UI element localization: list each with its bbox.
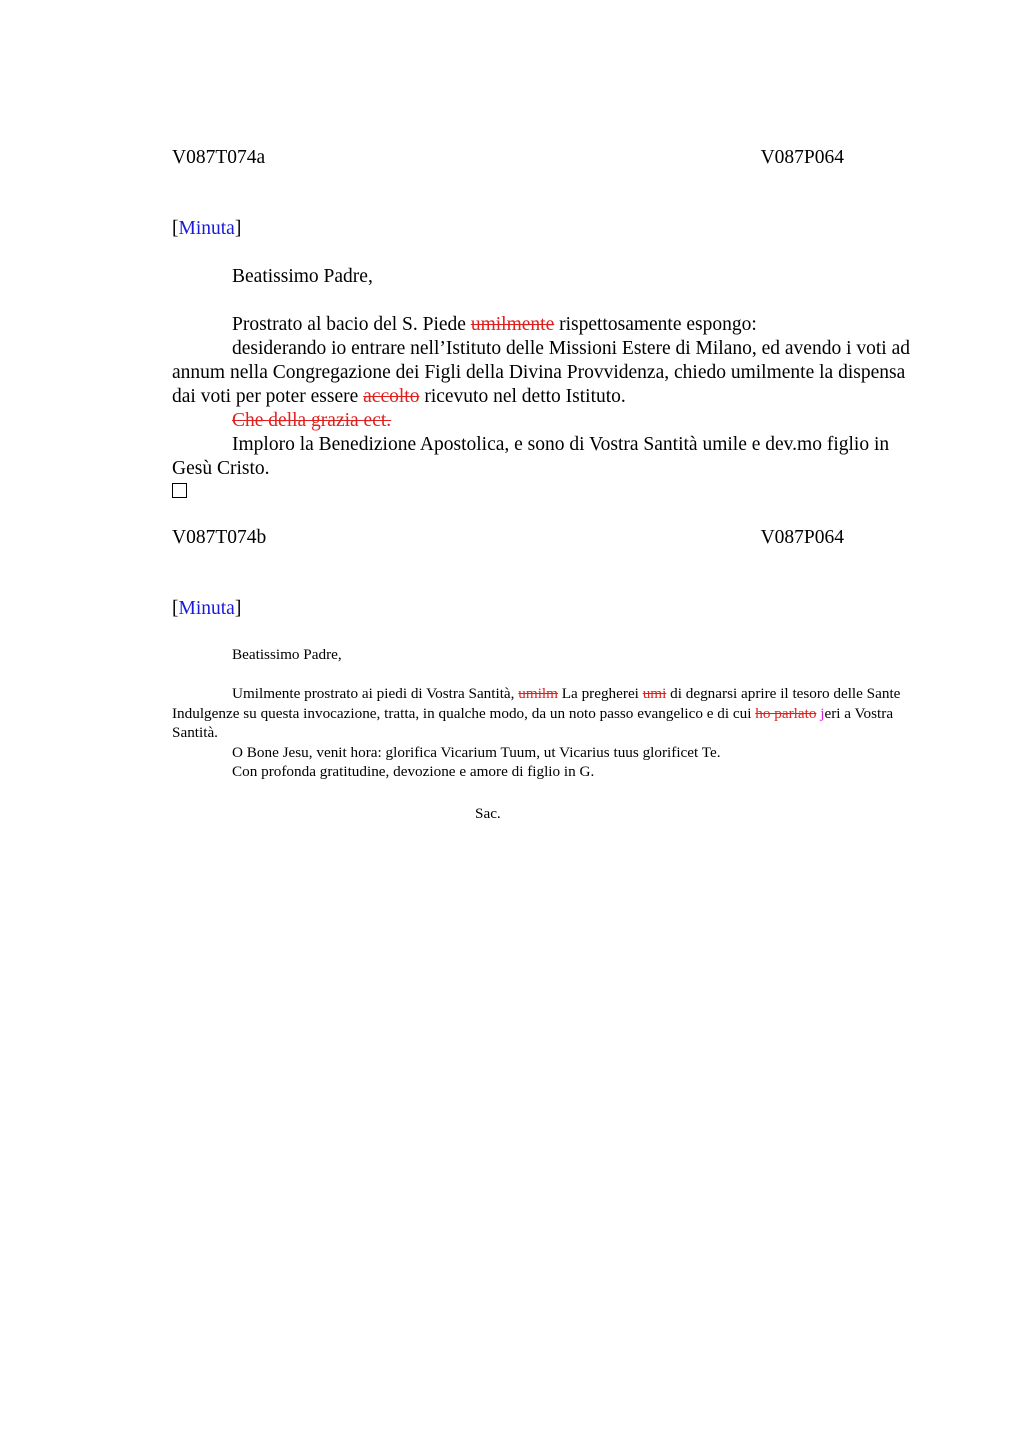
deleted-text: ho parlato xyxy=(755,704,817,722)
doc-b-paragraph-2: O Bone Jesu, venit hora: glorifica Vicarium Tuum, ut Vicarius tuus glorificet Te. xyxy=(232,743,721,761)
doc-a-minuta-label: [Minuta] xyxy=(172,218,242,239)
deleted-text: accolto xyxy=(363,386,420,407)
doc-a-paragraph-4: Imploro la Benedizione Apostolica, e sono di Vostra Santità umile e dev.mo figlio in Gesù Cristo. xyxy=(172,434,890,479)
doc-b-salutation: Beatissimo Padre, xyxy=(232,646,342,663)
deleted-text: umilm xyxy=(518,685,558,702)
doc-a-salutation: Beatissimo Padre, xyxy=(232,266,373,287)
doc-b-signature: Sac. xyxy=(475,805,501,822)
doc-b-minuta-label: [Minuta] xyxy=(172,598,242,619)
inserted-text: j xyxy=(816,704,825,722)
minuta-keyword: Minuta xyxy=(178,218,235,239)
doc-b-id: V087T074b xyxy=(172,527,267,548)
doc-a-paragraph-1: Prostrato al bacio del S. Piede umilmente rispettosamente espongo: xyxy=(232,314,757,335)
deleted-text: Che della grazia ect. xyxy=(232,410,392,431)
doc-b-paragraph-3: Con profonda gratitudine, devozione e amore di figlio in G. xyxy=(232,763,595,780)
doc-b-page-ref: V087P064 xyxy=(760,527,844,548)
doc-b-body xyxy=(172,684,928,782)
deleted-text: umi xyxy=(642,685,667,702)
checkbox-square-icon xyxy=(172,483,187,498)
minuta-keyword: Minuta xyxy=(178,598,235,619)
doc-a-paragraph-2: desiderando io entrare nell’Istituto delle Missioni Estere di Milano, ed avendo i voti ad annum nella Congregazione dei Figli della Divina Provvidenza, chiedo umilmente la dispensa dai voti per poter essere accolto ricevuto nel detto Istituto. xyxy=(172,338,910,407)
doc-a-page-ref: V087P064 xyxy=(760,147,844,168)
doc-a-id: V087T074a xyxy=(172,147,266,168)
doc-a-body xyxy=(172,313,928,481)
doc-b-paragraph-1: Umilmente prostrato ai piedi di Vostra Santità, umilm La pregherei umi di degnarsi aprire il tesoro delle Sante Indulgenze su questa invocazione, tratta, in qualche modo, da un noto passo evangelico e di cui ho parlato jeri a Vostra Santità. xyxy=(172,685,901,741)
doc-a-paragraph-3 xyxy=(172,409,928,433)
deleted-text: umilmente xyxy=(470,314,555,335)
